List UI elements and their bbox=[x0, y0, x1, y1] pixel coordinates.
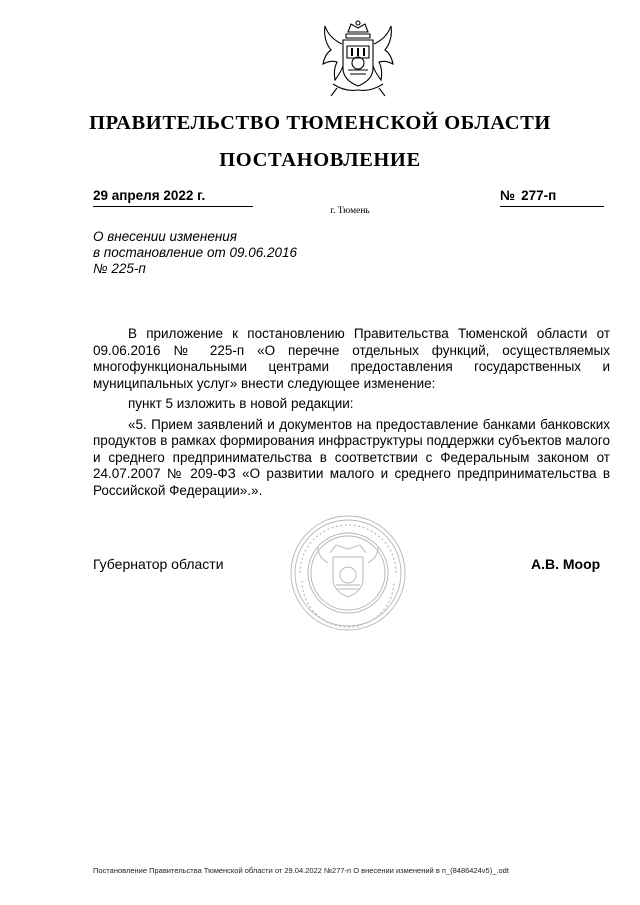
body-paragraph: В приложение к постановлению Правительства Тюменской области от 09.06.2016 № 225-п «О перечне отдельных функций, осуществляемых многофункциональными центрами предоставления государственных и муниципальных услуг» внести следующее изменение: bbox=[93, 326, 610, 391]
coat-of-arms-icon bbox=[315, 18, 401, 100]
signer-name: А.В. Моор bbox=[531, 556, 601, 572]
document-type: ПОСТАНОВЛЕНИЕ bbox=[219, 149, 421, 171]
subject-line: № 225-п bbox=[93, 261, 146, 276]
number-label: № bbox=[500, 188, 516, 203]
subject-line: в постановление от 09.06.2016 bbox=[93, 245, 298, 260]
document-date: 29 апреля 2022 г. bbox=[93, 188, 253, 207]
signer-title: Губернатор области bbox=[93, 556, 224, 572]
official-seal-icon bbox=[288, 513, 408, 633]
document-number bbox=[500, 188, 604, 207]
city: г. Тюмень bbox=[330, 206, 370, 216]
subject-line: О внесении изменения bbox=[93, 229, 238, 244]
document-body bbox=[93, 326, 610, 503]
organization-title: ПРАВИТЕЛЬСТВО ТЮМЕНСКОЙ ОБЛАСТИ bbox=[89, 112, 551, 134]
body-paragraph: «5. Прием заявлений и документов на предоставление банками банковских продуктов в рамках формирования инфраструктуры поддержки субъектов малого и среднего предпринимательства в соответствии с Федеральным законом от 24.07.2007 № 209-ФЗ «О развитии малого и среднего предпринимательства в Российской Федерации».». bbox=[93, 416, 610, 498]
footer-filename: Постановление Правительства Тюменской области от 29.04.2022 №277-п О внесении изменений в п_(8486424v5)_.odt bbox=[93, 866, 509, 875]
body-paragraph: пункт 5 изложить в новой редакции: bbox=[128, 396, 354, 411]
document-subject bbox=[93, 229, 353, 277]
number-value: 277-п bbox=[521, 188, 557, 203]
